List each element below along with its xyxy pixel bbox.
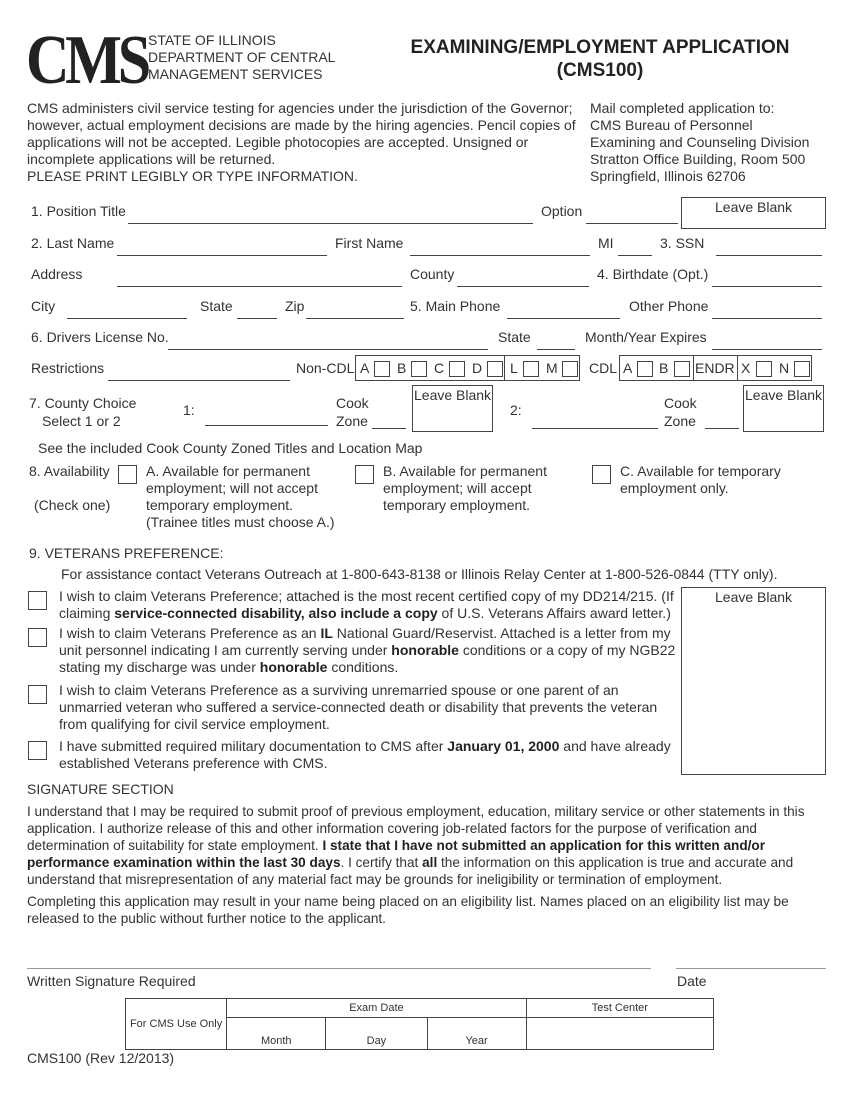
zip-field[interactable] bbox=[306, 318, 404, 319]
option-field[interactable] bbox=[586, 223, 678, 224]
veterans-option-4-line bbox=[59, 738, 671, 755]
birthdate-field[interactable] bbox=[712, 286, 822, 287]
zone-label: Zone bbox=[336, 413, 368, 429]
endr-divider bbox=[737, 355, 738, 381]
cook-zone-2-label bbox=[664, 394, 697, 430]
drivers-license-field[interactable] bbox=[168, 349, 488, 350]
leave-blank-label: Leave Blank bbox=[715, 589, 793, 605]
veterans-assist-text: For assistance contact Veterans Outreach at 1-800-643-8138 or Illinois Relay Center at 1-800-526-0844 (TTY only). bbox=[61, 566, 778, 582]
text-run: I have submitted required military documentation to CMS after bbox=[59, 738, 448, 754]
intro-line: however, actual employment decisions are made by the hiring agencies. Pencil copies of bbox=[27, 117, 576, 133]
text-run: conditions or a copy of my NGB22 bbox=[458, 642, 676, 658]
expires-field[interactable] bbox=[712, 349, 822, 350]
availability-label: 8. Availability bbox=[29, 463, 110, 479]
cms-logo: CMS bbox=[26, 22, 147, 99]
availability-c-checkbox[interactable] bbox=[592, 465, 611, 484]
county-field[interactable] bbox=[457, 286, 589, 287]
veterans-option-4-line: established Veterans preference with CMS. bbox=[59, 755, 328, 771]
availability-a-text bbox=[146, 463, 335, 531]
signature-paragraph-2 bbox=[27, 893, 789, 927]
signature-line bbox=[27, 837, 805, 854]
main-phone-label: 5. Main Phone bbox=[410, 298, 501, 314]
signature-field[interactable] bbox=[27, 968, 651, 969]
availability-a-line: temporary employment. bbox=[146, 497, 294, 513]
mail-address bbox=[590, 100, 809, 185]
mi-field[interactable] bbox=[618, 255, 652, 256]
choice-1-label: 1: bbox=[183, 402, 195, 418]
last-name-label: 2. Last Name bbox=[31, 235, 115, 251]
veterans-option-4-text bbox=[59, 738, 671, 772]
non-cdl-m-label: M bbox=[546, 360, 558, 376]
veterans-option-3-line: I wish to claim Veterans Preference as a surviving unremarried spouse or one parent of an bbox=[59, 682, 619, 698]
non-cdl-b-checkbox[interactable] bbox=[411, 361, 427, 377]
text-run: claiming bbox=[59, 605, 115, 621]
cdl-a-label: A bbox=[623, 360, 633, 376]
mi-label: MI bbox=[598, 235, 614, 251]
choice-2-label: 2: bbox=[510, 402, 522, 418]
date-label: Date bbox=[677, 973, 707, 989]
veterans-option-2-text bbox=[59, 625, 675, 676]
cdl-b-checkbox[interactable] bbox=[674, 361, 690, 377]
leave-blank-box bbox=[412, 385, 493, 432]
title-line: (CMS100) bbox=[556, 60, 644, 81]
veterans-option-2-checkbox[interactable] bbox=[28, 628, 47, 647]
text-run: the information on this application is true and accurate and bbox=[437, 855, 794, 870]
veterans-option-2-line bbox=[59, 625, 675, 642]
availability-a-checkbox[interactable] bbox=[118, 465, 137, 484]
cook-label: Cook bbox=[336, 395, 369, 411]
restrictions-label: Restrictions bbox=[31, 360, 105, 376]
availability-c-line: employment only. bbox=[620, 480, 729, 496]
form-revision: CMS100 (Rev 12/2013) bbox=[27, 1050, 175, 1066]
choice-2-field[interactable] bbox=[532, 428, 658, 429]
expires-label: Month/Year Expires bbox=[585, 329, 707, 345]
exam-date-header: Exam Date bbox=[227, 999, 526, 1018]
cook-zone-1-label bbox=[336, 394, 369, 430]
text-run-bold: performance examination within the last 30 days bbox=[27, 855, 341, 870]
intro-line: applications will not be accepted. Legible photocopies are accepted. Unsigned or bbox=[27, 134, 529, 150]
veterans-option-2-line bbox=[59, 642, 675, 659]
form-title bbox=[390, 36, 810, 82]
position-title-label: 1. Position Title bbox=[31, 203, 126, 219]
dl-state-label: State bbox=[498, 329, 531, 345]
city-field[interactable] bbox=[67, 318, 187, 319]
cook-zone-1-field[interactable] bbox=[372, 428, 406, 429]
cook-zone-2-field[interactable] bbox=[705, 428, 739, 429]
text-run-bold: honorable bbox=[259, 659, 328, 675]
endr-n-checkbox[interactable] bbox=[794, 361, 810, 377]
non-cdl-divider bbox=[504, 355, 505, 381]
text-run: National Guard/Reservist. Attached is a letter from my bbox=[332, 625, 671, 641]
availability-b-line: B. Available for permanent bbox=[383, 463, 547, 479]
leave-blank-label: Leave Blank bbox=[715, 199, 793, 215]
veterans-option-3-line: unmarried veteran who suffered a service-connected death or disability that prevents the veteran bbox=[59, 699, 658, 715]
intro-line: CMS administers civil service testing for agencies under the jurisdiction of the Governor; bbox=[27, 100, 573, 116]
choice-1-field[interactable] bbox=[205, 425, 328, 426]
text-run: determination of suitability for state employment. bbox=[27, 838, 323, 853]
option-label: Option bbox=[541, 203, 583, 219]
signature-heading: SIGNATURE SECTION bbox=[27, 781, 174, 797]
first-name-field[interactable] bbox=[410, 255, 590, 256]
endr-x-checkbox[interactable] bbox=[756, 361, 772, 377]
exam-day-cell: Day bbox=[326, 1018, 427, 1050]
veterans-option-4-checkbox[interactable] bbox=[28, 741, 47, 760]
text-run: of U.S. Veterans Affairs award letter.) bbox=[437, 605, 671, 621]
signature-line: Completing this application may result in your name being placed on an eligibility list. Names placed on an eligibility list may be bbox=[27, 894, 789, 909]
text-run: stating my discharge was under bbox=[59, 659, 260, 675]
availability-b-text bbox=[383, 463, 547, 514]
test-center-header: Test Center bbox=[526, 999, 713, 1018]
text-run: and have already bbox=[559, 738, 671, 754]
main-phone-field[interactable] bbox=[507, 318, 620, 319]
mail-line: CMS Bureau of Personnel bbox=[590, 117, 753, 133]
address-field[interactable] bbox=[117, 286, 402, 287]
non-cdl-label: Non-CDL bbox=[296, 360, 355, 376]
signature-line: understand that misrepresentation of any material fact may be grounds for ineligibility or termination of employment. bbox=[27, 872, 723, 887]
availability-a-line: employment; will not accept bbox=[146, 480, 318, 496]
state-label: State bbox=[200, 298, 233, 314]
cdl-label: CDL bbox=[589, 360, 618, 376]
non-cdl-d-label: D bbox=[472, 360, 483, 376]
cook-label: Cook bbox=[664, 395, 697, 411]
intro-line: incomplete applications will be returned. bbox=[27, 151, 276, 167]
availability-c-line: C. Available for temporary bbox=[620, 463, 781, 479]
endr-x-label: X bbox=[741, 360, 751, 376]
veterans-option-1-text bbox=[59, 588, 674, 622]
mail-line: Springfield, Illinois 62706 bbox=[590, 168, 746, 184]
first-name-label: First Name bbox=[335, 235, 404, 251]
text-run: . I certify that bbox=[340, 855, 423, 870]
text-run-bold: IL bbox=[320, 625, 333, 641]
birthdate-label: 4. Birthdate (Opt.) bbox=[597, 266, 709, 282]
mail-line: Mail completed application to: bbox=[590, 100, 775, 116]
restrictions-field[interactable] bbox=[108, 380, 290, 381]
non-cdl-l-label: L bbox=[510, 360, 518, 376]
non-cdl-l-checkbox[interactable] bbox=[523, 361, 539, 377]
cook-county-map-note: See the included Cook County Zoned Titles and Location Map bbox=[38, 440, 423, 456]
veterans-option-1-line: I wish to claim Veterans Preference; attached is the most recent certified copy of my DD214/215. (If bbox=[59, 588, 674, 604]
agency-line: DEPARTMENT OF CENTRAL bbox=[148, 49, 336, 65]
non-cdl-c-label: C bbox=[434, 360, 445, 376]
cdl-divider bbox=[693, 355, 694, 381]
state-field[interactable] bbox=[237, 318, 277, 319]
signature-paragraph-1 bbox=[27, 803, 805, 888]
cdl-a-checkbox[interactable] bbox=[637, 361, 653, 377]
text-run: conditions. bbox=[327, 659, 399, 675]
text-run-bold: honorable bbox=[391, 642, 459, 658]
signature-line: I understand that I may be required to submit proof of previous employment, education, military service or other statements in this bbox=[27, 804, 805, 819]
signature-line: released to the public without further notice to the applicant. bbox=[27, 911, 386, 926]
other-phone-label: Other Phone bbox=[629, 298, 709, 314]
availability-c-text bbox=[620, 463, 781, 497]
non-cdl-a-label: A bbox=[360, 360, 370, 376]
veterans-heading: 9. VETERANS PREFERENCE: bbox=[29, 545, 224, 561]
test-center-cell bbox=[526, 1018, 713, 1050]
leave-blank-box bbox=[743, 385, 824, 432]
non-cdl-b-label: B bbox=[397, 360, 407, 376]
address-label: Address bbox=[31, 266, 83, 282]
position-title-field[interactable] bbox=[128, 223, 533, 224]
mail-line: Stratton Office Building, Room 500 bbox=[590, 151, 806, 167]
veterans-option-3-text bbox=[59, 682, 657, 733]
leave-blank-label: Leave Blank bbox=[745, 387, 823, 403]
leave-blank-label: Leave Blank bbox=[414, 387, 492, 403]
ssn-field[interactable] bbox=[716, 255, 822, 256]
exam-year-cell: Year bbox=[427, 1018, 526, 1050]
text-run-bold: all bbox=[422, 855, 438, 870]
agency-name bbox=[148, 32, 335, 83]
veterans-option-3-checkbox[interactable] bbox=[28, 685, 47, 704]
check-one-label: (Check one) bbox=[34, 497, 111, 513]
county-label: County bbox=[410, 266, 455, 282]
exam-month-cell: Month bbox=[227, 1018, 326, 1050]
text-run-bold: January 01, 2000 bbox=[447, 738, 560, 754]
drivers-license-label: 6. Drivers License No. bbox=[31, 329, 169, 345]
cms-use-only-label: For CMS Use Only bbox=[126, 999, 227, 1050]
intro-line: PLEASE PRINT LEGIBLY OR TYPE INFORMATION. bbox=[27, 168, 358, 184]
veterans-leave-blank-box bbox=[681, 587, 826, 775]
non-cdl-a-checkbox[interactable] bbox=[374, 361, 390, 377]
cms-use-only-table bbox=[125, 998, 714, 1050]
written-signature-label: Written Signature Required bbox=[27, 973, 196, 989]
availability-b-checkbox[interactable] bbox=[355, 465, 374, 484]
text-run: I wish to claim Veterans Preference as an bbox=[59, 625, 321, 641]
county-choice-label bbox=[29, 394, 136, 430]
title-line: EXAMINING/EMPLOYMENT APPLICATION bbox=[410, 37, 790, 58]
endr-label: ENDR bbox=[695, 360, 735, 376]
non-cdl-c-checkbox[interactable] bbox=[449, 361, 465, 377]
veterans-option-3-line: from qualifying for civil service employment. bbox=[59, 716, 330, 732]
veterans-option-2-line bbox=[59, 659, 675, 676]
text-run-bold: service-connected disability, also include a copy bbox=[114, 605, 438, 621]
endr-n-label: N bbox=[779, 360, 790, 376]
agency-line: MANAGEMENT SERVICES bbox=[148, 66, 323, 82]
ssn-label: 3. SSN bbox=[660, 235, 705, 251]
cdl-b-label: B bbox=[659, 360, 669, 376]
veterans-option-1-line bbox=[59, 605, 674, 622]
text-run: unit personnel indicating I am currently serving under bbox=[59, 642, 392, 658]
zone-label: Zone bbox=[664, 413, 696, 429]
availability-b-line: temporary employment. bbox=[383, 497, 531, 513]
county-choice-line: 7. County Choice bbox=[29, 395, 137, 411]
availability-a-line: (Trainee titles must choose A.) bbox=[146, 514, 335, 530]
availability-a-line: A. Available for permanent bbox=[146, 463, 310, 479]
leave-blank-box bbox=[681, 197, 826, 229]
non-cdl-d-checkbox[interactable] bbox=[487, 361, 503, 377]
mail-line: Examining and Counseling Division bbox=[590, 134, 810, 150]
intro-text bbox=[27, 100, 576, 185]
veterans-option-1-checkbox[interactable] bbox=[28, 591, 47, 610]
city-label: City bbox=[31, 298, 56, 314]
last-name-field[interactable] bbox=[117, 255, 327, 256]
zip-label: Zip bbox=[285, 298, 305, 314]
agency-line: STATE OF ILLINOIS bbox=[148, 32, 276, 48]
availability-b-line: employment; will accept bbox=[383, 480, 532, 496]
dl-state-field[interactable] bbox=[537, 349, 575, 350]
text-run-bold: I state that I have not submitted an application for this written and/or bbox=[322, 838, 766, 853]
other-phone-field[interactable] bbox=[712, 318, 822, 319]
non-cdl-m-checkbox[interactable] bbox=[562, 361, 578, 377]
county-choice-line: Select 1 or 2 bbox=[42, 413, 121, 429]
signature-line: application. I authorize release of this and other information covering job-related factors for the purpose of verification and bbox=[27, 821, 757, 836]
date-field[interactable] bbox=[676, 968, 826, 969]
signature-line bbox=[27, 854, 805, 871]
